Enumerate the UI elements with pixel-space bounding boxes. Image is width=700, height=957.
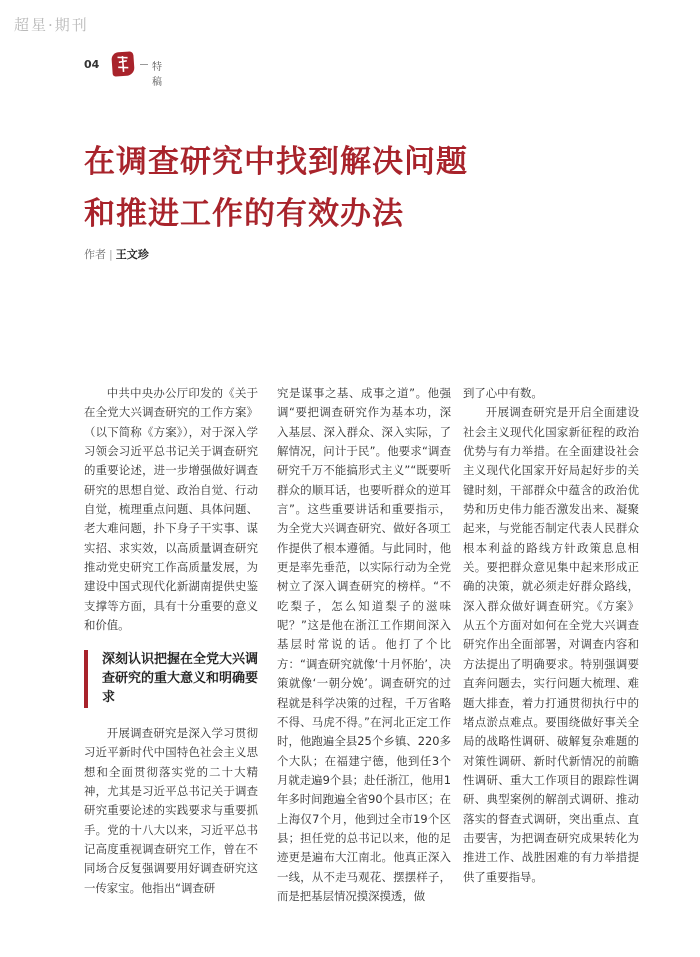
article-title bbox=[84, 136, 644, 240]
section-divider bbox=[140, 64, 148, 65]
paragraph-body-4: 开展调查研究是开启全面建设社会主义现代化国家新征程的政治优势与有力举措。在全面建设社会主义现代化国家开好局起好步的关键时刻，干部群众中蕴含的政治优势和历史伟力能否激发出来、凝聚起来，与党能否制定代表人民群众根本利益的路线方针政策息息相关。要把群众意见集中起来形成正确的决策，就必须走好群众路线，深入群众做好调查研究。《方案》从五个方面对如何在全党大兴调查研究作出全面部署，对调查内容和方法提出了明确要求。特别强调要直奔问题去，实行问题大梳理、难题大排查，着力打通贯彻执行中的堵点淤点难点。要围绕做好事关全局的战略性调研、破解复杂难题的对策性调研、新时代新情况的前瞻性调研、重大工作项目的跟踪性调研、典型案例的解剖式调研、推动落实的督查式调研，突出重点、直击要害，为把调查研究成果转化为推进工作、战胜困难的有力举措提供了重要指导。 bbox=[463, 405, 639, 884]
watermark-text: 超星·期刊 bbox=[14, 16, 89, 34]
subheading-text: 深刻认识把握在全党大兴调查研究的重大意义和明确要求 bbox=[102, 652, 259, 705]
paragraph-body-2: 究是谋事之基、成事之道”。他强调“要把调查研究作为基本功，深入基层、深入群众、深入实际，了解情况，问计于民”。他要求“调查研究千万不能搞形式主义”“既要听群众的顺耳话，也要听群众的逆耳言”。这些重要讲话和重要指示，为全党大兴调查研究、做好各项工作提供了根本遵循。与此同时，他更是率先垂范，以实际行动为全党树立了深入调查研究的榜样。“不吃梨子，怎么知道梨子的滋味呢？”这是他在浙江工作期间深入基层时常说的话。他打了个比方：“调查研究就像‘十月怀胎’，决策就像‘一朝分娩’。调查研究的过程就是科学决策的过程，千万省略不得、马虎不得。”在河北正定工作时，他跑遍全县25个乡镇、220多个大队；在福建宁德，他到任3个月就走遍9个县；赴任浙江，他用1年多时间跑遍全省90个县市区；在上海仅7个月，他到过全市19个区县；担任党的总书记以来，他的足迹更是遍布大江南北。他真正深入一线，从不走马观花、摆摆样子，而是把基层情况摸深摸透，做 bbox=[277, 386, 451, 903]
column-1-intro bbox=[84, 384, 258, 635]
article-title-line-1: 在调查研究中找到解决问题 bbox=[84, 144, 468, 180]
paragraph-body-3: 到了心中有数。 bbox=[463, 386, 543, 400]
subheading bbox=[84, 650, 260, 708]
author-separator: | bbox=[109, 248, 113, 261]
article-title-line-2: 和推进工作的有效办法 bbox=[84, 196, 404, 232]
paragraph-intro: 中共中央办公厅印发的《关于在全党大兴调查研究的工作方案》（以下简称《方案》），对于深入学习领会习近平总书记关于调查研究的重要论述，进一步增强做好调查研究的思想自觉、政治自觉、行动自觉，梳理重点问题、具体问题、老大难问题，扑下身子干实事、谋实招、求实效，以高质量调查研究推动党史研究工作高质量发展，为建设中国式现代化新湖南提供史鉴支撑等方面，具有十分重要的意义和价值。 bbox=[84, 386, 258, 633]
author-name: 王文珍 bbox=[115, 248, 149, 261]
column-2 bbox=[277, 384, 451, 906]
paragraph-body-1: 开展调查研究是深入学习贯彻习近平新时代中国特色社会主义思想和全面贯彻落实党的二十大精神，尤其是习近平总书记关于调查研究重要论述的实践要求与重要抓手。党的十八大以来，习近平总书记高度重视调查研究工作，曾在不同场合反复强调要用好调查研究这一传家宝。他指出“调查研 bbox=[84, 726, 258, 895]
section-label: 特稿 bbox=[152, 62, 162, 88]
page-number: 04 bbox=[84, 58, 100, 71]
column-1-body bbox=[84, 724, 258, 898]
author-label: 作者 bbox=[84, 248, 106, 261]
column-3 bbox=[463, 384, 639, 887]
seal-logo-icon bbox=[111, 51, 135, 76]
byline bbox=[84, 246, 149, 262]
